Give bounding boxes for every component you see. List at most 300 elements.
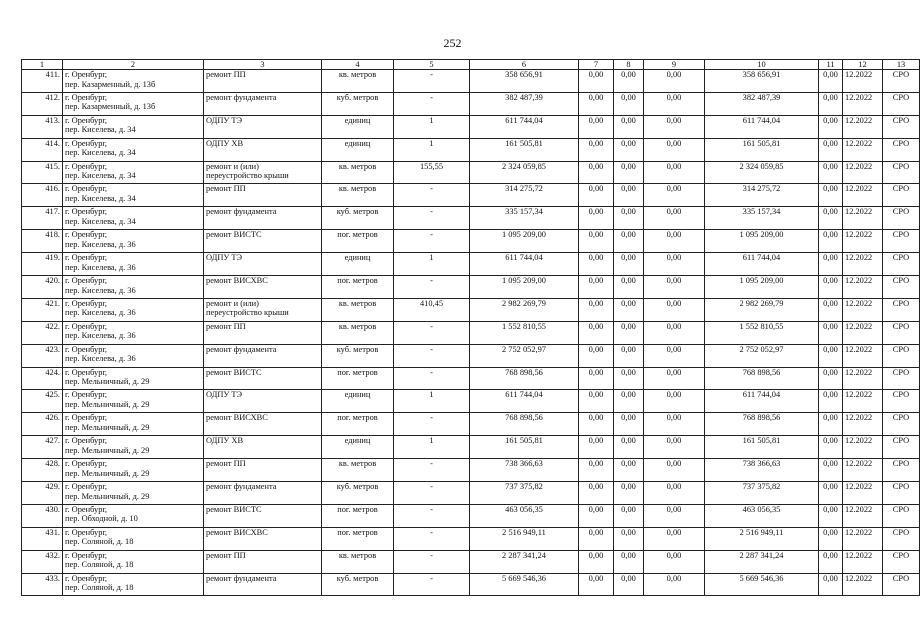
fund-federal-cell: 0,00 bbox=[579, 92, 614, 115]
address-cell bbox=[63, 527, 204, 550]
column-number-9: 9 bbox=[644, 60, 705, 70]
work-type-cell bbox=[204, 550, 322, 573]
fund-federal-cell: 0,00 bbox=[579, 230, 614, 253]
fund-owners-cell: 738 366,63 bbox=[705, 459, 819, 482]
address-line: пер. Киселева, д. 36 bbox=[65, 285, 136, 295]
fund-owners-cell: 1 095 209,00 bbox=[705, 276, 819, 299]
fund-owners-cell: 2 516 949,11 bbox=[705, 527, 819, 550]
quantity-cell: - bbox=[394, 367, 470, 390]
fund-federal-cell: 0,00 bbox=[579, 459, 614, 482]
address-line: пер. Мельничный, д. 29 bbox=[65, 422, 150, 432]
fund-municipal-cell: 0,00 bbox=[644, 230, 705, 253]
completion-date-cell: 12.2022 bbox=[843, 390, 883, 413]
fund-regional-cell: 0,00 bbox=[614, 207, 644, 230]
fund-municipal-cell: 0,00 bbox=[644, 482, 705, 505]
address-line: пер. Обходной, д. 10 bbox=[65, 514, 138, 524]
fund-municipal-cell: 0,00 bbox=[644, 344, 705, 367]
row-number: 426. bbox=[22, 413, 63, 436]
work-type-line: ремонт и (или) bbox=[206, 161, 259, 171]
fund-federal-cell: 0,00 bbox=[579, 70, 614, 93]
table-row bbox=[22, 138, 920, 161]
fund-federal-cell: 0,00 bbox=[579, 527, 614, 550]
address-line: г. Оренбург, bbox=[65, 230, 108, 240]
address-cell bbox=[63, 504, 204, 527]
table-row bbox=[22, 230, 920, 253]
column-number-5: 5 bbox=[394, 60, 470, 70]
work-type-cell bbox=[204, 390, 322, 413]
fund-other-cell: 0,00 bbox=[819, 298, 843, 321]
repair-program-table bbox=[21, 59, 920, 596]
address-line: г. Оренбург, bbox=[65, 344, 108, 354]
work-type-line: ремонт ВИСТС bbox=[206, 367, 262, 377]
fund-regional-cell: 0,00 bbox=[614, 527, 644, 550]
fund-regional-cell: 0,00 bbox=[614, 413, 644, 436]
fund-regional-cell: 0,00 bbox=[614, 230, 644, 253]
total-cost-cell: 161 505,81 bbox=[470, 436, 579, 459]
work-type-line: ремонт фундамента bbox=[206, 573, 277, 583]
row-number: 430. bbox=[22, 504, 63, 527]
address-line: г. Оренбург, bbox=[65, 321, 108, 331]
address-line: г. Оренбург, bbox=[65, 390, 108, 400]
fund-municipal-cell: 0,00 bbox=[644, 115, 705, 138]
work-type-line: ремонт ПП bbox=[206, 321, 246, 331]
fund-other-cell: 0,00 bbox=[819, 115, 843, 138]
unit-cell: пог. метров bbox=[322, 230, 394, 253]
address-line: г. Оренбург, bbox=[65, 367, 108, 377]
fund-federal-cell: 0,00 bbox=[579, 573, 614, 596]
quantity-cell: 1 bbox=[394, 115, 470, 138]
fund-owners-cell: 2 982 269,79 bbox=[705, 298, 819, 321]
table-row bbox=[22, 92, 920, 115]
fund-owners-cell: 161 505,81 bbox=[705, 436, 819, 459]
work-type-line: ремонт ВИСХВС bbox=[206, 276, 268, 286]
work-type-line: ремонт ПП bbox=[206, 550, 246, 560]
method-cell: СРО bbox=[883, 321, 920, 344]
address-cell bbox=[63, 253, 204, 276]
address-cell bbox=[63, 230, 204, 253]
work-type-cell bbox=[204, 527, 322, 550]
column-number-8: 8 bbox=[614, 60, 644, 70]
fund-other-cell: 0,00 bbox=[819, 321, 843, 344]
total-cost-cell: 768 898,56 bbox=[470, 367, 579, 390]
completion-date-cell: 12.2022 bbox=[843, 550, 883, 573]
total-cost-cell: 2 516 949,11 bbox=[470, 527, 579, 550]
address-line: г. Оренбург, bbox=[65, 184, 108, 194]
address-line: г. Оренбург, bbox=[65, 504, 108, 514]
row-number: 421. bbox=[22, 298, 63, 321]
method-cell: СРО bbox=[883, 527, 920, 550]
table-row bbox=[22, 276, 920, 299]
work-type-line: ремонт ВИСХВС bbox=[206, 413, 268, 423]
total-cost-cell: 737 375,82 bbox=[470, 482, 579, 505]
fund-municipal-cell: 0,00 bbox=[644, 276, 705, 299]
quantity-cell: 1 bbox=[394, 138, 470, 161]
address-cell bbox=[63, 550, 204, 573]
row-number: 418. bbox=[22, 230, 63, 253]
row-number: 427. bbox=[22, 436, 63, 459]
address-line: г. Оренбург, bbox=[65, 298, 108, 308]
row-number: 423. bbox=[22, 344, 63, 367]
table-row bbox=[22, 161, 920, 184]
table-row bbox=[22, 253, 920, 276]
fund-owners-cell: 611 744,04 bbox=[705, 390, 819, 413]
address-line: пер. Киселева, д. 36 bbox=[65, 308, 136, 318]
fund-municipal-cell: 0,00 bbox=[644, 253, 705, 276]
fund-municipal-cell: 0,00 bbox=[644, 184, 705, 207]
total-cost-cell: 358 656,91 bbox=[470, 70, 579, 93]
total-cost-cell: 463 056,35 bbox=[470, 504, 579, 527]
column-number-11: 11 bbox=[819, 60, 843, 70]
fund-municipal-cell: 0,00 bbox=[644, 321, 705, 344]
fund-municipal-cell: 0,00 bbox=[644, 504, 705, 527]
fund-owners-cell: 1 095 209,00 bbox=[705, 230, 819, 253]
address-line: пер. Мельничный, д. 29 bbox=[65, 468, 150, 478]
method-cell: СРО bbox=[883, 413, 920, 436]
address-line: пер. Киселева, д. 36 bbox=[65, 262, 136, 272]
fund-other-cell: 0,00 bbox=[819, 573, 843, 596]
method-cell: СРО bbox=[883, 115, 920, 138]
fund-other-cell: 0,00 bbox=[819, 161, 843, 184]
unit-cell: пог. метров bbox=[322, 276, 394, 299]
fund-federal-cell: 0,00 bbox=[579, 482, 614, 505]
total-cost-cell: 161 505,81 bbox=[470, 138, 579, 161]
fund-owners-cell: 2 287 341,24 bbox=[705, 550, 819, 573]
address-line: г. Оренбург, bbox=[65, 573, 108, 583]
address-cell bbox=[63, 70, 204, 93]
work-type-cell bbox=[204, 504, 322, 527]
table-row bbox=[22, 367, 920, 390]
fund-municipal-cell: 0,00 bbox=[644, 298, 705, 321]
row-number: 424. bbox=[22, 367, 63, 390]
address-line: пер. Киселева, д. 34 bbox=[65, 171, 136, 181]
fund-municipal-cell: 0,00 bbox=[644, 70, 705, 93]
table-row bbox=[22, 390, 920, 413]
work-type-cell bbox=[204, 207, 322, 230]
unit-cell: куб. метров bbox=[322, 344, 394, 367]
fund-other-cell: 0,00 bbox=[819, 344, 843, 367]
quantity-cell: - bbox=[394, 482, 470, 505]
unit-cell: единиц bbox=[322, 390, 394, 413]
method-cell: СРО bbox=[883, 70, 920, 93]
method-cell: СРО bbox=[883, 390, 920, 413]
table-row bbox=[22, 573, 920, 596]
total-cost-cell: 1 552 810,55 bbox=[470, 321, 579, 344]
fund-federal-cell: 0,00 bbox=[579, 207, 614, 230]
address-cell bbox=[63, 184, 204, 207]
completion-date-cell: 12.2022 bbox=[843, 367, 883, 390]
fund-owners-cell: 5 669 546,36 bbox=[705, 573, 819, 596]
table-row bbox=[22, 344, 920, 367]
quantity-cell: - bbox=[394, 276, 470, 299]
row-number: 420. bbox=[22, 276, 63, 299]
address-line: г. Оренбург, bbox=[65, 276, 108, 286]
address-cell bbox=[63, 482, 204, 505]
work-type-cell bbox=[204, 321, 322, 344]
address-line: пер. Мельничный, д. 29 bbox=[65, 445, 150, 455]
table-row bbox=[22, 413, 920, 436]
fund-federal-cell: 0,00 bbox=[579, 138, 614, 161]
quantity-cell: 155,55 bbox=[394, 161, 470, 184]
work-type-cell bbox=[204, 138, 322, 161]
total-cost-cell: 1 095 209,00 bbox=[470, 276, 579, 299]
fund-other-cell: 0,00 bbox=[819, 459, 843, 482]
work-type-line: ремонт ВИСТС bbox=[206, 230, 262, 240]
method-cell: СРО bbox=[883, 344, 920, 367]
work-type-cell bbox=[204, 436, 322, 459]
fund-other-cell: 0,00 bbox=[819, 390, 843, 413]
row-number: 412. bbox=[22, 92, 63, 115]
address-line: г. Оренбург, bbox=[65, 253, 108, 263]
unit-cell: куб. метров bbox=[322, 207, 394, 230]
fund-regional-cell: 0,00 bbox=[614, 70, 644, 93]
table-row bbox=[22, 115, 920, 138]
fund-federal-cell: 0,00 bbox=[579, 276, 614, 299]
fund-owners-cell: 768 898,56 bbox=[705, 367, 819, 390]
fund-regional-cell: 0,00 bbox=[614, 253, 644, 276]
fund-regional-cell: 0,00 bbox=[614, 482, 644, 505]
fund-other-cell: 0,00 bbox=[819, 550, 843, 573]
fund-federal-cell: 0,00 bbox=[579, 367, 614, 390]
fund-other-cell: 0,00 bbox=[819, 436, 843, 459]
quantity-cell: - bbox=[394, 184, 470, 207]
column-number-row bbox=[22, 60, 920, 70]
work-type-cell bbox=[204, 367, 322, 390]
address-line: г. Оренбург, bbox=[65, 207, 108, 217]
address-cell bbox=[63, 276, 204, 299]
row-number: 432. bbox=[22, 550, 63, 573]
unit-cell: пог. метров bbox=[322, 504, 394, 527]
table-row bbox=[22, 550, 920, 573]
column-number-2: 2 bbox=[63, 60, 204, 70]
fund-municipal-cell: 0,00 bbox=[644, 550, 705, 573]
work-type-line: ремонт и (или) bbox=[206, 298, 259, 308]
fund-other-cell: 0,00 bbox=[819, 230, 843, 253]
total-cost-cell: 2 324 059,85 bbox=[470, 161, 579, 184]
row-number: 411. bbox=[22, 70, 63, 93]
fund-federal-cell: 0,00 bbox=[579, 184, 614, 207]
completion-date-cell: 12.2022 bbox=[843, 321, 883, 344]
row-number: 419. bbox=[22, 253, 63, 276]
address-cell bbox=[63, 138, 204, 161]
address-line: г. Оренбург, bbox=[65, 459, 108, 469]
row-number: 425. bbox=[22, 390, 63, 413]
address-line: пер. Киселева, д. 34 bbox=[65, 125, 136, 135]
table-row bbox=[22, 527, 920, 550]
column-number-1: 1 bbox=[22, 60, 63, 70]
address-line: пер. Соляной, д. 18 bbox=[65, 537, 134, 547]
fund-regional-cell: 0,00 bbox=[614, 390, 644, 413]
unit-cell: кв. метров bbox=[322, 161, 394, 184]
completion-date-cell: 12.2022 bbox=[843, 276, 883, 299]
fund-owners-cell: 2 324 059,85 bbox=[705, 161, 819, 184]
fund-regional-cell: 0,00 bbox=[614, 367, 644, 390]
completion-date-cell: 12.2022 bbox=[843, 527, 883, 550]
address-cell bbox=[63, 115, 204, 138]
fund-other-cell: 0,00 bbox=[819, 138, 843, 161]
total-cost-cell: 611 744,04 bbox=[470, 390, 579, 413]
fund-other-cell: 0,00 bbox=[819, 207, 843, 230]
fund-owners-cell: 463 056,35 bbox=[705, 504, 819, 527]
address-line: пер. Киселева, д. 34 bbox=[65, 193, 136, 203]
quantity-cell: - bbox=[394, 207, 470, 230]
fund-regional-cell: 0,00 bbox=[614, 344, 644, 367]
fund-other-cell: 0,00 bbox=[819, 253, 843, 276]
fund-other-cell: 0,00 bbox=[819, 367, 843, 390]
address-line: пер. Соляной, д. 18 bbox=[65, 583, 134, 593]
completion-date-cell: 12.2022 bbox=[843, 298, 883, 321]
unit-cell: кв. метров bbox=[322, 298, 394, 321]
address-line: г. Оренбург, bbox=[65, 92, 108, 102]
total-cost-cell: 2 982 269,79 bbox=[470, 298, 579, 321]
address-line: г. Оренбург, bbox=[65, 550, 108, 560]
work-type-cell bbox=[204, 92, 322, 115]
address-cell bbox=[63, 321, 204, 344]
address-line: пер. Мельничный, д. 29 bbox=[65, 399, 150, 409]
total-cost-cell: 2 287 341,24 bbox=[470, 550, 579, 573]
work-type-cell bbox=[204, 161, 322, 184]
row-number: 414. bbox=[22, 138, 63, 161]
fund-municipal-cell: 0,00 bbox=[644, 207, 705, 230]
quantity-cell: - bbox=[394, 92, 470, 115]
address-cell bbox=[63, 207, 204, 230]
address-line: г. Оренбург, bbox=[65, 70, 108, 79]
table-row bbox=[22, 482, 920, 505]
address-line: пер. Казарменный, д. 13б bbox=[65, 102, 156, 112]
work-type-cell bbox=[204, 70, 322, 93]
address-line: г. Оренбург, bbox=[65, 161, 108, 171]
address-line: г. Оренбург, bbox=[65, 413, 108, 423]
unit-cell: единиц bbox=[322, 138, 394, 161]
fund-regional-cell: 0,00 bbox=[614, 184, 644, 207]
address-cell bbox=[63, 367, 204, 390]
address-line: г. Оренбург, bbox=[65, 138, 108, 148]
fund-federal-cell: 0,00 bbox=[579, 550, 614, 573]
completion-date-cell: 12.2022 bbox=[843, 184, 883, 207]
row-number: 428. bbox=[22, 459, 63, 482]
fund-federal-cell: 0,00 bbox=[579, 253, 614, 276]
fund-federal-cell: 0,00 bbox=[579, 344, 614, 367]
completion-date-cell: 12.2022 bbox=[843, 504, 883, 527]
address-line: г. Оренбург, bbox=[65, 436, 108, 446]
fund-regional-cell: 0,00 bbox=[614, 504, 644, 527]
fund-regional-cell: 0,00 bbox=[614, 276, 644, 299]
address-cell bbox=[63, 413, 204, 436]
total-cost-cell: 611 744,04 bbox=[470, 115, 579, 138]
address-cell bbox=[63, 298, 204, 321]
fund-other-cell: 0,00 bbox=[819, 527, 843, 550]
address-cell bbox=[63, 390, 204, 413]
fund-other-cell: 0,00 bbox=[819, 92, 843, 115]
address-line: пер. Киселева, д. 36 bbox=[65, 354, 136, 364]
address-cell bbox=[63, 92, 204, 115]
fund-municipal-cell: 0,00 bbox=[644, 436, 705, 459]
quantity-cell: - bbox=[394, 527, 470, 550]
row-number: 413. bbox=[22, 115, 63, 138]
fund-regional-cell: 0,00 bbox=[614, 115, 644, 138]
fund-federal-cell: 0,00 bbox=[579, 161, 614, 184]
fund-municipal-cell: 0,00 bbox=[644, 390, 705, 413]
work-type-line: переустройство крыши bbox=[206, 171, 289, 181]
completion-date-cell: 12.2022 bbox=[843, 230, 883, 253]
completion-date-cell: 12.2022 bbox=[843, 253, 883, 276]
work-type-line: ОДПУ ТЭ bbox=[206, 115, 243, 125]
column-number-13: 13 bbox=[883, 60, 920, 70]
unit-cell: кв. метров bbox=[322, 550, 394, 573]
fund-federal-cell: 0,00 bbox=[579, 413, 614, 436]
method-cell: СРО bbox=[883, 504, 920, 527]
total-cost-cell: 611 744,04 bbox=[470, 253, 579, 276]
address-line: пер. Соляной, д. 18 bbox=[65, 560, 134, 570]
work-type-line: ремонт фундамента bbox=[206, 207, 277, 217]
unit-cell: пог. метров bbox=[322, 367, 394, 390]
quantity-cell: - bbox=[394, 70, 470, 93]
completion-date-cell: 12.2022 bbox=[843, 207, 883, 230]
work-type-line: ОДПУ ХВ bbox=[206, 138, 244, 148]
fund-regional-cell: 0,00 bbox=[614, 436, 644, 459]
fund-regional-cell: 0,00 bbox=[614, 138, 644, 161]
total-cost-cell: 768 898,56 bbox=[470, 413, 579, 436]
unit-cell: единиц bbox=[322, 253, 394, 276]
unit-cell: куб. метров bbox=[322, 482, 394, 505]
completion-date-cell: 12.2022 bbox=[843, 436, 883, 459]
fund-regional-cell: 0,00 bbox=[614, 298, 644, 321]
address-cell bbox=[63, 436, 204, 459]
quantity-cell: - bbox=[394, 413, 470, 436]
page-number: 252 bbox=[443, 36, 462, 50]
fund-municipal-cell: 0,00 bbox=[644, 138, 705, 161]
unit-cell: кв. метров bbox=[322, 184, 394, 207]
table-row bbox=[22, 459, 920, 482]
method-cell: СРО bbox=[883, 276, 920, 299]
column-number-6: 6 bbox=[470, 60, 579, 70]
quantity-cell: - bbox=[394, 550, 470, 573]
completion-date-cell: 12.2022 bbox=[843, 482, 883, 505]
address-line: г. Оренбург, bbox=[65, 115, 108, 125]
address-line: пер. Мельничный, д. 29 bbox=[65, 377, 150, 387]
work-type-cell bbox=[204, 253, 322, 276]
fund-federal-cell: 0,00 bbox=[579, 390, 614, 413]
quantity-cell: - bbox=[394, 459, 470, 482]
work-type-line: ремонт ВИСТС bbox=[206, 504, 262, 514]
fund-other-cell: 0,00 bbox=[819, 276, 843, 299]
address-line: пер. Киселева, д. 34 bbox=[65, 216, 136, 226]
quantity-cell: 1 bbox=[394, 436, 470, 459]
completion-date-cell: 12.2022 bbox=[843, 413, 883, 436]
address-line: пер. Киселева, д. 36 bbox=[65, 239, 136, 249]
table-row bbox=[22, 504, 920, 527]
fund-owners-cell: 1 552 810,55 bbox=[705, 321, 819, 344]
work-type-line: ремонт фундамента bbox=[206, 344, 277, 354]
completion-date-cell: 12.2022 bbox=[843, 70, 883, 93]
fund-regional-cell: 0,00 bbox=[614, 161, 644, 184]
address-line: г. Оренбург, bbox=[65, 482, 108, 492]
fund-municipal-cell: 0,00 bbox=[644, 527, 705, 550]
work-type-line: ремонт ВИСХВС bbox=[206, 527, 268, 537]
completion-date-cell: 12.2022 bbox=[843, 92, 883, 115]
address-line: пер. Казарменный, д. 13б bbox=[65, 79, 156, 89]
total-cost-cell: 738 366,63 bbox=[470, 459, 579, 482]
address-line: пер. Мельничный, д. 29 bbox=[65, 491, 150, 501]
work-type-line: переустройство крыши bbox=[206, 308, 289, 318]
address-line: пер. Киселева, д. 34 bbox=[65, 148, 136, 158]
work-type-cell bbox=[204, 459, 322, 482]
work-type-cell bbox=[204, 230, 322, 253]
quantity-cell: - bbox=[394, 504, 470, 527]
quantity-cell: 410,45 bbox=[394, 298, 470, 321]
unit-cell: куб. метров bbox=[322, 573, 394, 596]
completion-date-cell: 12.2022 bbox=[843, 161, 883, 184]
method-cell: СРО bbox=[883, 367, 920, 390]
